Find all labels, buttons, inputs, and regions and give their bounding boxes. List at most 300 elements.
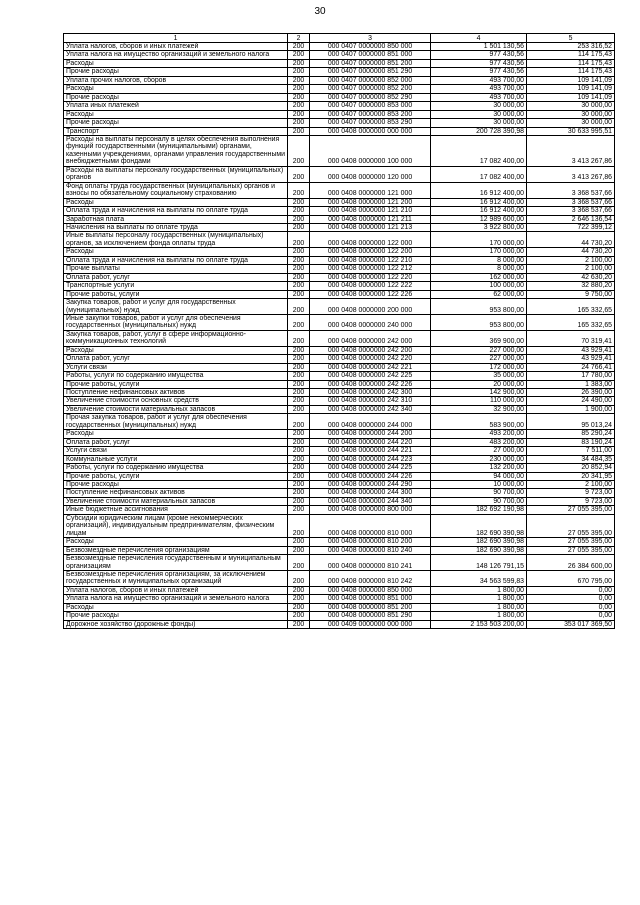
row-code: 200 xyxy=(288,93,310,101)
row-classifier: 000 0408 0000000 121 213 xyxy=(310,223,431,231)
header-col-5: 5 xyxy=(527,34,615,43)
row-approved-amount: 8 000,00 xyxy=(431,265,527,273)
row-classifier: 000 0408 0000000 810 240 xyxy=(310,546,431,554)
row-code: 200 xyxy=(288,330,310,346)
row-code: 200 xyxy=(288,59,310,67)
row-classifier: 000 0408 0000000 851 200 xyxy=(310,603,431,611)
row-classifier: 000 0408 0000000 122 212 xyxy=(310,265,431,273)
row-name: Уплата иных платежей xyxy=(64,102,288,110)
table-row xyxy=(64,119,615,127)
row-name: Иные бюджетные ассигнования xyxy=(64,506,288,514)
row-classifier: 000 0407 0000000 852 000 xyxy=(310,76,431,84)
row-classifier: 000 0408 0000000 242 220 xyxy=(310,355,431,363)
table-row xyxy=(64,43,615,51)
row-executed-amount: 1 383,00 xyxy=(527,380,615,388)
row-classifier: 000 0408 0000000 100 000 xyxy=(310,135,431,166)
row-classifier: 000 0408 0000000 242 300 xyxy=(310,389,431,397)
header-col-2: 2 xyxy=(288,34,310,43)
row-classifier: 000 0408 0000000 244 290 xyxy=(310,481,431,489)
row-code: 200 xyxy=(288,438,310,446)
row-code: 200 xyxy=(288,555,310,571)
table-row xyxy=(64,102,615,110)
row-approved-amount: 34 563 599,83 xyxy=(431,571,527,587)
row-executed-amount: 3 368 537,66 xyxy=(527,207,615,215)
table-row xyxy=(64,127,615,135)
row-approved-amount: 182 692 190,98 xyxy=(431,506,527,514)
row-code: 200 xyxy=(288,215,310,223)
row-executed-amount: 26 390,00 xyxy=(527,389,615,397)
row-approved-amount: 493 700,00 xyxy=(431,85,527,93)
row-classifier: 000 0408 0000000 121 000 xyxy=(310,182,431,198)
row-executed-amount: 9 723,00 xyxy=(527,489,615,497)
row-code: 200 xyxy=(288,273,310,281)
row-approved-amount: 953 800,00 xyxy=(431,314,527,330)
table-row xyxy=(64,455,615,463)
row-executed-amount: 34 484,35 xyxy=(527,455,615,463)
row-name: Безвозмездные перечисления организациям xyxy=(64,546,288,554)
table-row xyxy=(64,481,615,489)
table-row xyxy=(64,265,615,273)
row-classifier: 000 0408 0000000 242 226 xyxy=(310,380,431,388)
row-approved-amount: 16 912 400,00 xyxy=(431,207,527,215)
row-code: 200 xyxy=(288,135,310,166)
row-approved-amount: 35 000,00 xyxy=(431,372,527,380)
row-approved-amount: 1 501 130,56 xyxy=(431,43,527,51)
row-name: Прочие работы, услуги xyxy=(64,472,288,480)
page-number: 30 xyxy=(314,6,326,17)
table-row xyxy=(64,248,615,256)
row-classifier: 000 0408 0000000 240 000 xyxy=(310,314,431,330)
row-classifier: 000 0408 0000000 810 242 xyxy=(310,571,431,587)
row-code: 200 xyxy=(288,223,310,231)
row-executed-amount: 20 341,95 xyxy=(527,472,615,480)
table-row xyxy=(64,397,615,405)
row-code: 200 xyxy=(288,51,310,59)
row-executed-amount: 30 000,00 xyxy=(527,110,615,118)
row-classifier: 000 0408 0000000 244 340 xyxy=(310,497,431,505)
row-code: 200 xyxy=(288,43,310,51)
row-classifier: 000 0408 0000000 244 200 xyxy=(310,430,431,438)
row-code: 200 xyxy=(288,506,310,514)
row-name: Оплата труда и начисления на выплаты по оплате труда xyxy=(64,256,288,264)
row-name: Прочая закупка товаров, работ и услуг для обеспечения государственных (муниципальных) нужд xyxy=(64,414,288,430)
row-classifier: 000 0407 0000000 853 200 xyxy=(310,110,431,118)
row-code: 200 xyxy=(288,620,310,628)
row-approved-amount: 977 430,56 xyxy=(431,51,527,59)
row-classifier: 000 0408 0000000 122 210 xyxy=(310,256,431,264)
row-approved-amount: 200 728 390,98 xyxy=(431,127,527,135)
row-code: 200 xyxy=(288,363,310,371)
row-name: Закупка товаров, работ и услуг для государственных (муниципальных) нужд xyxy=(64,299,288,315)
row-executed-amount: 30 633 995,51 xyxy=(527,127,615,135)
row-executed-amount: 27 055 395,00 xyxy=(527,538,615,546)
row-executed-amount: 95 013,24 xyxy=(527,414,615,430)
row-approved-amount: 3 922 800,00 xyxy=(431,223,527,231)
row-approved-amount: 8 000,00 xyxy=(431,256,527,264)
row-executed-amount: 9 723,00 xyxy=(527,497,615,505)
row-code: 200 xyxy=(288,497,310,505)
table-row xyxy=(64,514,615,537)
row-approved-amount: 182 690 390,98 xyxy=(431,538,527,546)
row-name: Расходы на выплаты персоналу в целях обеспечения выполнения функций государственными (муниципальными) органами, казенными учреждениями, органами управления государственными внебюджетными фондами xyxy=(64,135,288,166)
row-code: 200 xyxy=(288,447,310,455)
table-row xyxy=(64,389,615,397)
row-executed-amount: 42 630,20 xyxy=(527,273,615,281)
row-executed-amount: 2 100,00 xyxy=(527,481,615,489)
row-classifier: 000 0408 0000000 122 000 xyxy=(310,232,431,248)
table-row xyxy=(64,135,615,166)
table-row xyxy=(64,68,615,76)
row-approved-amount: 20 000,00 xyxy=(431,380,527,388)
row-code: 200 xyxy=(288,248,310,256)
row-executed-amount: 27 055 395,00 xyxy=(527,506,615,514)
row-classifier: 000 0408 0000000 244 220 xyxy=(310,438,431,446)
table-row xyxy=(64,464,615,472)
row-code: 200 xyxy=(288,514,310,537)
row-code: 200 xyxy=(288,586,310,594)
row-name: Увеличение стоимости основных средств xyxy=(64,397,288,405)
row-approved-amount: 142 900,00 xyxy=(431,389,527,397)
row-classifier: 000 0407 0000000 850 000 xyxy=(310,43,431,51)
row-code: 200 xyxy=(288,166,310,182)
row-executed-amount: 70 319,41 xyxy=(527,330,615,346)
row-approved-amount: 1 800,00 xyxy=(431,612,527,620)
row-executed-amount: 3 368 537,66 xyxy=(527,198,615,206)
row-classifier: 000 0407 0000000 852 200 xyxy=(310,85,431,93)
table-row xyxy=(64,232,615,248)
row-executed-amount: 43 929,41 xyxy=(527,355,615,363)
row-code: 200 xyxy=(288,68,310,76)
table-row xyxy=(64,110,615,118)
row-name: Безвозмездные перечисления организациям, за исключением государственных и муниципальных организаций xyxy=(64,571,288,587)
row-name: Дорожное хозяйство (дорожные фонды) xyxy=(64,620,288,628)
row-executed-amount: 3 368 537,66 xyxy=(527,182,615,198)
row-name: Транспортные услуги xyxy=(64,282,288,290)
row-code: 200 xyxy=(288,571,310,587)
row-executed-amount: 20 852,94 xyxy=(527,464,615,472)
row-name: Начисления на выплаты по оплате труда xyxy=(64,223,288,231)
row-code: 200 xyxy=(288,282,310,290)
row-code: 200 xyxy=(288,102,310,110)
row-approved-amount: 230 000,00 xyxy=(431,455,527,463)
row-name: Прочие расходы xyxy=(64,93,288,101)
row-approved-amount: 493 700,00 xyxy=(431,76,527,84)
row-executed-amount: 2 646 136,54 xyxy=(527,215,615,223)
row-name: Услуги связи xyxy=(64,447,288,455)
row-approved-amount: 953 800,00 xyxy=(431,299,527,315)
row-executed-amount: 114 175,43 xyxy=(527,68,615,76)
row-classifier: 000 0408 0000000 242 000 xyxy=(310,330,431,346)
row-code: 200 xyxy=(288,207,310,215)
row-name: Безвозмездные перечисления государственным и муниципальным организациям xyxy=(64,555,288,571)
header-col-3: 3 xyxy=(310,34,431,43)
row-approved-amount: 17 082 400,00 xyxy=(431,166,527,182)
row-executed-amount: 3 413 267,86 xyxy=(527,166,615,182)
row-name: Расходы xyxy=(64,85,288,93)
row-approved-amount: 1 800,00 xyxy=(431,603,527,611)
row-code: 200 xyxy=(288,603,310,611)
row-executed-amount: 24 490,00 xyxy=(527,397,615,405)
row-name: Фонд оплаты труда государственных (муниципальных) органов и взносы по обязательному социальному страхованию xyxy=(64,182,288,198)
table-row xyxy=(64,363,615,371)
row-classifier: 000 0408 0000000 000 000 xyxy=(310,127,431,135)
table-row xyxy=(64,256,615,264)
row-executed-amount: 83 190,24 xyxy=(527,438,615,446)
row-executed-amount: 27 055 395,00 xyxy=(527,514,615,537)
row-name: Транспорт xyxy=(64,127,288,135)
row-classifier: 000 0408 0000000 810 241 xyxy=(310,555,431,571)
row-classifier: 000 0408 0000000 800 000 xyxy=(310,506,431,514)
row-name: Прочие расходы xyxy=(64,119,288,127)
row-approved-amount: 62 000,00 xyxy=(431,290,527,298)
table-row xyxy=(64,59,615,67)
row-code: 200 xyxy=(288,595,310,603)
row-name: Оплата работ, услуг xyxy=(64,273,288,281)
row-classifier: 000 0407 0000000 853 000 xyxy=(310,102,431,110)
row-executed-amount: 722 399,12 xyxy=(527,223,615,231)
table-row xyxy=(64,51,615,59)
row-name: Оплата труда и начисления на выплаты по оплате труда xyxy=(64,207,288,215)
row-approved-amount: 100 000,00 xyxy=(431,282,527,290)
row-code: 200 xyxy=(288,290,310,298)
table-row xyxy=(64,330,615,346)
row-executed-amount: 2 100,00 xyxy=(527,265,615,273)
table-row xyxy=(64,290,615,298)
row-code: 200 xyxy=(288,481,310,489)
report-table xyxy=(63,33,615,629)
table-row xyxy=(64,215,615,223)
row-name: Иные выплаты персоналу государственных (муниципальных) органов, за исключением фонда оплаты труда xyxy=(64,232,288,248)
row-executed-amount: 24 766,41 xyxy=(527,363,615,371)
table-row xyxy=(64,497,615,505)
row-classifier: 000 0408 0000000 810 200 xyxy=(310,538,431,546)
row-name: Заработная плата xyxy=(64,215,288,223)
row-name: Закупка товаров, работ, услуг в сфере информационно-коммуникационных технологий xyxy=(64,330,288,346)
row-classifier: 000 0407 0000000 851 290 xyxy=(310,68,431,76)
row-name: Расходы xyxy=(64,430,288,438)
row-approved-amount: 27 000,00 xyxy=(431,447,527,455)
row-code: 200 xyxy=(288,346,310,354)
row-code: 200 xyxy=(288,265,310,273)
row-classifier: 000 0408 0000000 120 000 xyxy=(310,166,431,182)
table-row xyxy=(64,506,615,514)
row-code: 200 xyxy=(288,546,310,554)
row-executed-amount: 353 017 369,50 xyxy=(527,620,615,628)
row-classifier: 000 0408 0000000 122 220 xyxy=(310,273,431,281)
row-code: 200 xyxy=(288,489,310,497)
row-classifier: 000 0408 0000000 244 300 xyxy=(310,489,431,497)
table-row xyxy=(64,546,615,554)
row-executed-amount: 17 780,00 xyxy=(527,372,615,380)
row-classifier: 000 0407 0000000 853 290 xyxy=(310,119,431,127)
row-classifier: 000 0408 0000000 121 200 xyxy=(310,198,431,206)
row-classifier: 000 0407 0000000 851 000 xyxy=(310,51,431,59)
row-code: 200 xyxy=(288,299,310,315)
row-approved-amount: 110 000,00 xyxy=(431,397,527,405)
row-approved-amount: 162 000,00 xyxy=(431,273,527,281)
row-classifier: 000 0408 0000000 851 000 xyxy=(310,595,431,603)
row-name: Расходы xyxy=(64,538,288,546)
row-executed-amount: 165 332,65 xyxy=(527,299,615,315)
row-classifier: 000 0408 0000000 244 000 xyxy=(310,414,431,430)
row-classifier: 000 0407 0000000 851 200 xyxy=(310,59,431,67)
row-name: Уплата налогов, сборов и иных платежей xyxy=(64,43,288,51)
row-classifier: 000 0408 0000000 122 226 xyxy=(310,290,431,298)
row-approved-amount: 227 000,00 xyxy=(431,355,527,363)
row-approved-amount: 583 900,00 xyxy=(431,414,527,430)
row-classifier: 000 0408 0000000 200 000 xyxy=(310,299,431,315)
row-name: Расходы xyxy=(64,59,288,67)
row-approved-amount: 12 989 600,00 xyxy=(431,215,527,223)
row-name: Иные закупки товаров, работ и услуг для обеспечения государственных (муниципальных) нужд xyxy=(64,314,288,330)
row-executed-amount: 26 384 600,00 xyxy=(527,555,615,571)
row-classifier: 000 0408 0000000 121 211 xyxy=(310,215,431,223)
row-classifier: 000 0408 0000000 242 200 xyxy=(310,346,431,354)
row-approved-amount: 94 000,00 xyxy=(431,472,527,480)
row-approved-amount: 90 700,00 xyxy=(431,489,527,497)
row-name: Уплата прочих налогов, сборов xyxy=(64,76,288,84)
row-name: Прочие расходы xyxy=(64,68,288,76)
row-name: Субсидии юридическим лицам (кроме некоммерческих организаций), индивидуальным предпринимателям, физическим лицам xyxy=(64,514,288,537)
row-executed-amount: 9 750,00 xyxy=(527,290,615,298)
row-code: 200 xyxy=(288,232,310,248)
row-classifier: 000 0408 0000000 244 221 xyxy=(310,447,431,455)
row-approved-amount: 170 000,00 xyxy=(431,232,527,248)
row-executed-amount: 253 316,52 xyxy=(527,43,615,51)
row-executed-amount: 85 290,24 xyxy=(527,430,615,438)
row-classifier: 000 0408 0000000 810 000 xyxy=(310,514,431,537)
row-approved-amount: 132 200,00 xyxy=(431,464,527,472)
row-approved-amount: 977 430,56 xyxy=(431,68,527,76)
table-body xyxy=(64,43,615,629)
row-classifier: 000 0408 0000000 242 225 xyxy=(310,372,431,380)
row-name: Прочие выплаты xyxy=(64,265,288,273)
row-executed-amount: 44 730,20 xyxy=(527,232,615,248)
row-approved-amount: 32 900,00 xyxy=(431,405,527,413)
header-col-1: 1 xyxy=(64,34,288,43)
table-row xyxy=(64,346,615,354)
row-executed-amount: 30 000,00 xyxy=(527,119,615,127)
row-executed-amount: 109 141,09 xyxy=(527,76,615,84)
row-code: 200 xyxy=(288,314,310,330)
table-row xyxy=(64,76,615,84)
row-approved-amount: 10 000,00 xyxy=(431,481,527,489)
row-code: 200 xyxy=(288,472,310,480)
row-executed-amount: 32 880,20 xyxy=(527,282,615,290)
table-row xyxy=(64,555,615,571)
table-row xyxy=(64,93,615,101)
row-name: Прочие работы, услуги xyxy=(64,290,288,298)
row-approved-amount: 493 200,00 xyxy=(431,430,527,438)
row-name: Оплата работ, услуг xyxy=(64,438,288,446)
row-name: Расходы xyxy=(64,248,288,256)
row-classifier: 000 0408 0000000 122 200 xyxy=(310,248,431,256)
table-row xyxy=(64,430,615,438)
row-code: 200 xyxy=(288,380,310,388)
row-executed-amount: 7 511,00 xyxy=(527,447,615,455)
row-classifier: 000 0408 0000000 242 340 xyxy=(310,405,431,413)
table-row xyxy=(64,595,615,603)
row-executed-amount: 0,00 xyxy=(527,586,615,594)
row-approved-amount: 30 000,00 xyxy=(431,110,527,118)
row-name: Прочие работы, услуги xyxy=(64,380,288,388)
table-row xyxy=(64,372,615,380)
table-row xyxy=(64,299,615,315)
row-classifier: 000 0408 0000000 242 310 xyxy=(310,397,431,405)
row-executed-amount: 114 175,43 xyxy=(527,59,615,67)
row-classifier: 000 0407 0000000 852 290 xyxy=(310,93,431,101)
row-code: 200 xyxy=(288,256,310,264)
row-approved-amount: 227 000,00 xyxy=(431,346,527,354)
row-classifier: 000 0408 0000000 121 210 xyxy=(310,207,431,215)
row-code: 200 xyxy=(288,612,310,620)
row-name: Уплата налога на имущество организаций и земельного налога xyxy=(64,51,288,59)
row-executed-amount: 165 332,65 xyxy=(527,314,615,330)
row-approved-amount: 1 800,00 xyxy=(431,586,527,594)
row-approved-amount: 182 690 390,98 xyxy=(431,514,527,537)
row-name: Уплата налогов, сборов и иных платежей xyxy=(64,586,288,594)
row-approved-amount: 172 000,00 xyxy=(431,363,527,371)
row-executed-amount: 670 795,00 xyxy=(527,571,615,587)
row-classifier: 000 0409 0000000 000 000 xyxy=(310,620,431,628)
row-name: Расходы xyxy=(64,346,288,354)
row-code: 200 xyxy=(288,397,310,405)
row-executed-amount: 0,00 xyxy=(527,612,615,620)
table-row xyxy=(64,489,615,497)
row-executed-amount: 109 141,09 xyxy=(527,93,615,101)
row-executed-amount: 2 100,00 xyxy=(527,256,615,264)
table-row xyxy=(64,166,615,182)
row-classifier: 000 0408 0000000 850 000 xyxy=(310,586,431,594)
row-name: Работы, услуги по содержанию имущества xyxy=(64,372,288,380)
table-row xyxy=(64,355,615,363)
row-approved-amount: 170 000,00 xyxy=(431,248,527,256)
table-row xyxy=(64,447,615,455)
row-code: 200 xyxy=(288,372,310,380)
row-code: 200 xyxy=(288,355,310,363)
table-row xyxy=(64,612,615,620)
row-approved-amount: 17 082 400,00 xyxy=(431,135,527,166)
row-executed-amount: 3 413 267,86 xyxy=(527,135,615,166)
row-classifier: 000 0408 0000000 122 222 xyxy=(310,282,431,290)
table-row xyxy=(64,620,615,628)
row-executed-amount: 27 055 395,00 xyxy=(527,546,615,554)
row-approved-amount: 90 700,00 xyxy=(431,497,527,505)
row-code: 200 xyxy=(288,405,310,413)
row-name: Поступление нефинансовых активов xyxy=(64,389,288,397)
row-approved-amount: 977 430,56 xyxy=(431,59,527,67)
table-row xyxy=(64,571,615,587)
row-classifier: 000 0408 0000000 244 225 xyxy=(310,464,431,472)
row-executed-amount: 1 900,00 xyxy=(527,405,615,413)
row-code: 200 xyxy=(288,464,310,472)
row-name: Уплата налога на имущество организаций и земельного налога xyxy=(64,595,288,603)
row-code: 200 xyxy=(288,127,310,135)
row-name: Расходы xyxy=(64,198,288,206)
row-name: Работы, услуги по содержанию имущества xyxy=(64,464,288,472)
row-name: Услуги связи xyxy=(64,363,288,371)
table-row xyxy=(64,182,615,198)
row-code: 200 xyxy=(288,430,310,438)
row-code: 200 xyxy=(288,110,310,118)
table-row xyxy=(64,314,615,330)
row-executed-amount: 44 730,20 xyxy=(527,248,615,256)
table-header xyxy=(64,34,615,43)
row-approved-amount: 1 800,00 xyxy=(431,595,527,603)
table-row xyxy=(64,380,615,388)
row-name: Коммунальные услуги xyxy=(64,455,288,463)
row-name: Увеличение стоимости материальных запасов xyxy=(64,405,288,413)
